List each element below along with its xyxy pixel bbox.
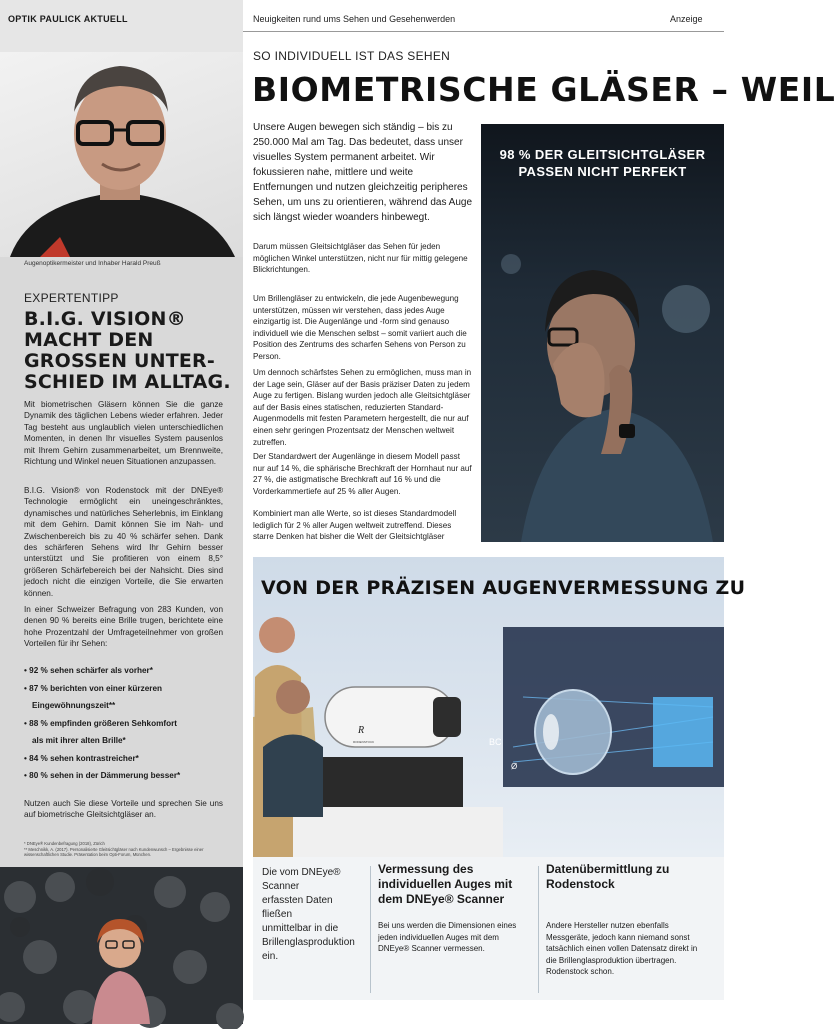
article-kicker: SO INDIVIDUELL IST DAS SEHEN: [253, 49, 451, 63]
list-item: • 87 % berichten von einer kürzeren: [24, 683, 163, 693]
expert-paragraph-1: Mit biometrischen Gläsern können Sie die ganze Dynamik des täglichen Lebens wieder erfahren. Jeder Tag besteht aus unglaublich vielen unterschiedlichen Momenten, in denen Ihr visuelles System pausenlos mit Ihrem Gehirn zusammenarbeitet, um Brennweite, Richtung und Winkel neuen Situationen anzupassen.: [24, 400, 223, 467]
list-item: • 88 % empfinden größeren Sehkomfort: [24, 718, 177, 728]
header-topic: Neuigkeiten rund ums Sehen und Gesehenwerden: [253, 14, 456, 24]
expert-headline: B.I.G. VISION® MACHT DEN GROSSEN UNTER-SCHIED IM ALLTAG.: [24, 308, 231, 393]
scanner-hud-label: BC: [489, 737, 502, 747]
photo-headline-line: 98 % DER GLEITSICHTGLÄSER: [499, 147, 706, 162]
column-divider: [370, 866, 371, 993]
header-divider: [243, 31, 724, 32]
list-item: • 84 % sehen kontrastreicher*: [24, 753, 139, 763]
crowd-photo: [0, 867, 243, 1024]
list-item: als mit ihrer alten Brille*: [32, 736, 126, 745]
survey-bullet-list: [24, 662, 224, 785]
article-intro: Unsere Augen bewegen sich ständig – bis zu 250.000 Mal am Tag. Das bedeutet, dass unser visuelles System permanent arbeitet. Wir fokussieren nahe, mittlere und weite Entfernungen und nutzen gleichzeitig peripheres Sehen, um uns zu orientieren, während das Auge sich längst wieder woanders hinbewegt.: [253, 122, 473, 223]
portrait-illustration: [0, 52, 243, 257]
article-paragraph-2: Um Brillengläser zu entwickeln, die jede Augenbewegung unterstützen, müssen wir verstehen, dass jedes Auge einzigartig ist. Die Augenlänge und -form sind genauso individuell wie die Menschen selbst – somit variiert auch die Position des Zentrums des scharfen Sehens von Person zu Person.: [253, 294, 467, 361]
list-item: • 92 % sehen schärfer als vorher*: [24, 666, 153, 675]
measurement-text: Bei uns werden die Dimensionen eines jeden individuellen Auges mit dem DNEye® Scanner vermessen.: [378, 921, 517, 953]
expert-paragraph-2: B.I.G. Vision® von Rodenstock mit der DNEye® Technologie ermöglicht ein uneingeschränktes, dynamisches und natürliches Seherlebnis, im Einklang mit dem Gehirn. Damit können Sie im Nah- und Zwischenbereich bis zu 40 % schärfer sehen. Dank des schärferen Sehens wird Ihr Gehirn besser unterstützt und Sie profitieren von einem 8,5° größeren Schärfebereich bei der Nahsicht. Dies sind jedoch nicht die einzigen Vorteile, die Sie erwarten können.: [24, 486, 223, 598]
scanner-panel: [253, 557, 746, 857]
photo-illustration: [481, 124, 724, 542]
expert-paragraph-3: In einer Schweizer Befragung von 283 Kunden, von denen 90 % bereits eine Brille trugen, berichtete eine hohe Prozentzahl der Umfrageteilnehmer von großen Vorteilen für ihr Sehen:: [24, 605, 223, 649]
scanner-headline: VON DER PRÄZISEN AUGENVERMESSUNG ZU: [261, 577, 746, 599]
scanner-illustration: [253, 557, 724, 857]
publication-label: OPTIK PAULICK AKTUELL: [8, 14, 128, 24]
rodenstock-logo: R: [358, 725, 365, 736]
article-paragraph-3: Um dennoch schärfstes Sehen zu ermöglichen, muss man in der Lage sein, Gläser auf der Basis präziser Daten zu jedem Auge zu fertigen. Bislang wurden jedoch alle Gleitsichtgläser auf der Basis eines statischen, reduzierten Standard-Augenmodells mit festen Parametern hergestellt, die nur auf einen sehr geringen Prozentsatz der Menschen weltweit zutreffen.: [253, 368, 472, 447]
portrait-photo: [0, 52, 243, 257]
scanner-hud-symbol: Ø: [511, 762, 518, 771]
expert-paragraph-4: Nutzen auch Sie diese Vorteile und sprechen Sie uns auf biometrische Gleitsichtgläser an.: [24, 799, 223, 820]
scanner-caption: Die vom DNEye® Scanner erfassten Daten fließen unmittelbar in die Brillenglasproduktion ein.: [262, 867, 355, 962]
footnote: * DNEye® Kundenbefragung (2018), Zürich: [24, 841, 105, 846]
man-rubbing-eyes-photo: [481, 124, 724, 542]
article-paragraph-5: Kombiniert man alle Werte, so ist dieses Standardmodell lediglich für 2 % aller Augen weltweit zutreffend. Dieses starre Denken hat bisher die Welt der Gleitsichtgläser: [253, 509, 457, 542]
article-headline: BIOMETRISCHE GLÄSER – WEIL: [252, 70, 835, 109]
left-header-bar: [0, 0, 243, 52]
footnotes: [24, 841, 224, 858]
article-paragraph-1: Darum müssen Gleitsichtgläser das Sehen für jeden möglichen Winkel unterstützen, nicht nur für mittig gelegene Blickrichtungen.: [253, 242, 468, 275]
ad-label: Anzeige: [670, 14, 703, 24]
photo-headline-line: PASSEN NICHT PERFEKT: [518, 164, 687, 179]
data-transfer-text: Andere Hersteller nutzen ebenfalls Messgeräte, jedoch kann niemand sonst tatsächlich einen vollen Datensatz direkt in die Brillenglasproduktion übertragen. Rodenstock schon.: [546, 921, 698, 976]
article-paragraph-4: Der Standardwert der Augenlänge in diesem Modell passt nur auf 14 %, die sphärische Brechkraft der Hornhaut nur auf 27 %, die astigmatische Brechkraft auf 16 % und die Vorderkammertiefe auf 25 % aller Augen.: [253, 452, 472, 496]
data-transfer-title: Datenübermittlung zu Rodenstock: [546, 862, 670, 891]
column-divider: [538, 866, 539, 993]
list-item: Eingewöhnungszeit**: [32, 701, 116, 710]
crowd-illustration: [0, 867, 243, 1024]
measurement-title: Vermessung des individuellen Auges mit dem DNEye® Scanner: [378, 862, 513, 906]
expert-kicker: EXPERTENTIPP: [24, 291, 119, 305]
device-brand: RODENSTOCK: [353, 740, 375, 744]
list-item: • 80 % sehen in der Dämmerung besser*: [24, 771, 181, 780]
footnote: ** Meschnikk, A. (2017). Personalisierte Gleitsichtgläser nach Kundenwunsch – Ergebnisse einer wissenschaftlichen Studie. Präsentation beim Opti-Forum, München.: [24, 846, 204, 858]
portrait-caption: Augenoptikermeister und Inhaber Harald Preuß: [24, 260, 161, 267]
photo-headline: [481, 146, 724, 180]
